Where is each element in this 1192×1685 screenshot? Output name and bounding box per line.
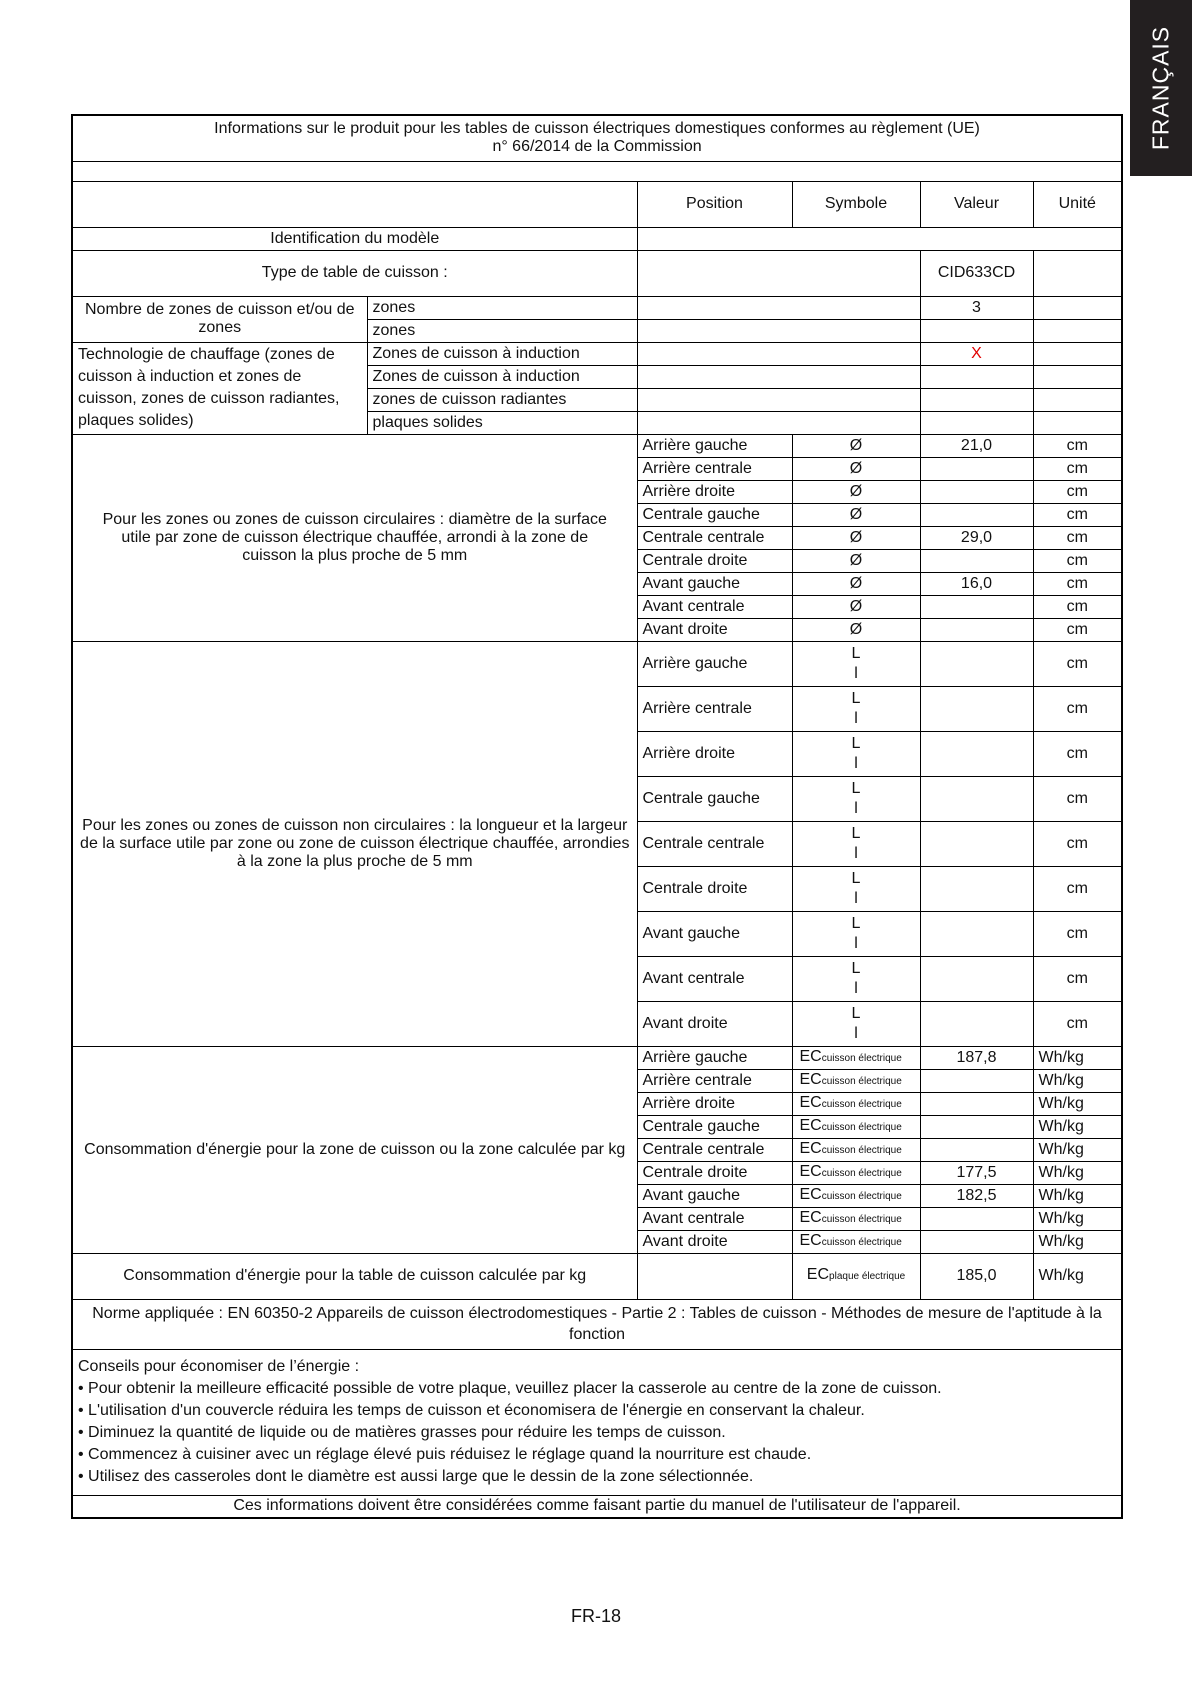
technology-empty [637,342,920,365]
energy-zone-unit: Wh/kg [1033,1230,1122,1253]
energy-zone-symbol [792,1092,920,1115]
energy-zone-label: Consommation d'énergie pour la zone de cuisson ou la zone calculée par kg [72,1046,637,1253]
technology-value [920,411,1033,434]
circular-unit: cm [1033,618,1122,641]
noncircular-value [920,776,1033,821]
energy-zone-symbol [792,1138,920,1161]
technology-empty [637,388,920,411]
energy-zone-symbol [792,1207,920,1230]
technology-unit [1033,342,1122,365]
noncircular-position: Avant droite [637,1001,792,1046]
technology-empty [637,411,920,434]
ec-symbol: EC [799,1231,822,1249]
noncircular-symbol [792,866,920,911]
zones-count-empty [637,319,920,342]
energy-zone-value [920,1115,1033,1138]
page-number: FR-18 [570,1606,621,1626]
length-symbol: L [851,824,861,842]
ec-subscript: cuisson électrique [821,1121,902,1133]
zones-count-unit [1033,296,1122,319]
noncircular-label: Pour les zones ou zones de cuisson non circulaires : la longueur et la largeur de la surface utile par zone ou zone de cuisson électrique chauffée, arrondies à la zone la plus proche de 5 mm [72,641,637,1046]
energy-zone-unit: Wh/kg [1033,1046,1122,1069]
noncircular-unit: cm [1033,911,1122,956]
noncircular-value [920,821,1033,866]
model-id-value [637,227,1122,250]
length-symbol: L [851,779,861,797]
circular-position: Avant gauche [637,572,792,595]
energy-zone-symbol [792,1046,920,1069]
table-row [72,1299,1122,1349]
zones-count-unit [1033,319,1122,342]
noncircular-unit: cm [1033,866,1122,911]
noncircular-position: Arrière centrale [637,686,792,731]
energy-hob-value: 185,0 [920,1253,1033,1299]
norm-applied: Norme appliquée : EN 60350-2 Appareils de cuisson électrodomestiques - Partie 2 : Tables de cuisson - Méthodes de mesure de l'aptitude à la fonction [72,1299,1122,1349]
zones-count-value [920,319,1033,342]
language-label: FRANÇAIS [1147,25,1174,151]
circular-value [920,549,1033,572]
circular-symbol: Ø [792,549,920,572]
zones-count-value: 3 [920,296,1033,319]
length-symbol: L [851,644,861,662]
circular-position: Centrale droite [637,549,792,572]
energy-zone-unit: Wh/kg [1033,1069,1122,1092]
circular-unit: cm [1033,595,1122,618]
noncircular-symbol [792,911,920,956]
ec-symbol: EC [806,1266,830,1283]
energy-hob-unit: Wh/kg [1033,1253,1122,1299]
technology-row: Zones de cuisson à induction [367,342,637,365]
noncircular-value [920,1001,1033,1046]
ec-symbol: EC [799,1185,822,1203]
noncircular-value [920,866,1033,911]
noncircular-symbol [792,821,920,866]
width-symbol: l [854,799,858,817]
circular-symbol: Ø [792,480,920,503]
technology-row: zones de cuisson radiantes [367,388,637,411]
length-symbol: L [851,1004,861,1022]
circular-label: Pour les zones ou zones de cuisson circulaires : diamètre de la surface utile par zone de cuisson électrique chauffée, arrondi à la zone de cuisson la plus proche de 5 mm [72,434,637,641]
circular-symbol: Ø [792,618,920,641]
circular-unit: cm [1033,526,1122,549]
circular-symbol: Ø [792,434,920,457]
circular-unit: cm [1033,572,1122,595]
ec-symbol: EC [799,1116,822,1134]
circular-symbol: Ø [792,457,920,480]
energy-hob-symbol [792,1253,920,1299]
noncircular-unit: cm [1033,821,1122,866]
width-symbol: l [854,889,858,907]
energy-zone-unit: Wh/kg [1033,1092,1122,1115]
circular-symbol: Ø [792,526,920,549]
noncircular-symbol [792,686,920,731]
width-symbol: l [854,934,858,952]
ec-symbol: EC [799,1139,822,1157]
energy-zone-unit: Wh/kg [1033,1161,1122,1184]
table-row [72,641,1122,686]
energy-zone-symbol [792,1161,920,1184]
energy-zone-value: 182,5 [920,1184,1033,1207]
width-symbol: l [854,844,858,862]
length-symbol: L [851,689,861,707]
ec-subscript: cuisson électrique [821,1213,902,1225]
noncircular-symbol [792,956,920,1001]
energy-zone-unit: Wh/kg [1033,1138,1122,1161]
energy-advice [72,1349,1122,1495]
energy-zone-symbol [792,1115,920,1138]
noncircular-unit: cm [1033,956,1122,1001]
energy-zone-position: Centrale centrale [637,1138,792,1161]
table-row [72,1495,1122,1518]
technology-value [920,388,1033,411]
noncircular-position: Avant gauche [637,911,792,956]
length-symbol: L [851,734,861,752]
noncircular-symbol [792,776,920,821]
energy-zone-value [920,1207,1033,1230]
circular-value [920,457,1033,480]
ec-symbol: EC [799,1162,822,1180]
table-row [72,1253,1122,1299]
ec-subscript: cuisson électrique [821,1236,902,1248]
width-symbol: l [854,1024,858,1042]
circular-position: Avant droite [637,618,792,641]
table-row [72,1349,1122,1495]
width-symbol: l [854,664,858,682]
energy-zone-unit: Wh/kg [1033,1184,1122,1207]
type-unit [1033,250,1122,296]
noncircular-value [920,956,1033,1001]
energy-zone-symbol [792,1069,920,1092]
zones-count-row1: zones [367,296,637,319]
ec-symbol: EC [799,1047,822,1065]
ec-subscript: cuisson électrique [821,1075,902,1087]
language-tab [1130,0,1192,176]
ec-subscript: cuisson électrique [821,1167,902,1179]
energy-zone-value: 187,8 [920,1046,1033,1069]
circular-unit: cm [1033,434,1122,457]
energy-zone-position: Centrale droite [637,1161,792,1184]
noncircular-symbol [792,641,920,686]
energy-hob-position [637,1253,792,1299]
ec-subscript: cuisson électrique [821,1052,902,1064]
header-empty [72,181,637,227]
energy-zone-position: Avant gauche [637,1184,792,1207]
width-symbol: l [854,979,858,997]
noncircular-value [920,686,1033,731]
type-empty [637,250,920,296]
product-info-table [71,114,1123,1519]
circular-position: Avant centrale [637,595,792,618]
circular-value [920,480,1033,503]
circular-symbol: Ø [792,595,920,618]
advice-item: • Pour obtenir la meilleure efficacité possible de votre plaque, veuillez placer la casserole au centre de la zone de cuisson. [78,1380,942,1397]
table-row [72,1046,1122,1069]
length-symbol: L [851,914,861,932]
table-title: Informations sur le produit pour les tables de cuisson électriques domestiques conformes au règlement (UE) n° 66/2014 de la Commission [72,115,1122,161]
advice-item: • Commencez à cuisiner avec un réglage élevé puis réduisez le réglage quand la nourriture est chaude. [78,1446,812,1463]
noncircular-position: Avant centrale [637,956,792,1001]
energy-zone-position: Avant droite [637,1230,792,1253]
noncircular-value [920,911,1033,956]
circular-position: Arrière centrale [637,457,792,480]
ec-symbol: EC [799,1070,822,1088]
energy-zone-symbol [792,1184,920,1207]
energy-zone-position: Arrière gauche [637,1046,792,1069]
circular-position: Arrière droite [637,480,792,503]
energy-zone-value [920,1230,1033,1253]
circular-unit: cm [1033,480,1122,503]
type-value: CID633CD [920,250,1033,296]
circular-unit: cm [1033,503,1122,526]
energy-zone-value: 177,5 [920,1161,1033,1184]
advice-item: • Utilisez des casseroles dont le diamètre est aussi large que le dessin de la zone sélectionnée. [78,1468,754,1485]
noncircular-symbol [792,731,920,776]
ec-symbol: EC [799,1208,822,1226]
table-row [72,434,1122,457]
circular-value [920,503,1033,526]
technology-unit [1033,411,1122,434]
noncircular-unit: cm [1033,776,1122,821]
energy-zone-position: Arrière droite [637,1092,792,1115]
header-symbole: Symbole [792,181,920,227]
zones-count-empty [637,296,920,319]
noncircular-position: Centrale gauche [637,776,792,821]
length-symbol: L [851,869,861,887]
technology-empty [637,365,920,388]
energy-zone-value [920,1138,1033,1161]
energy-zone-symbol [792,1230,920,1253]
circular-position: Arrière gauche [637,434,792,457]
circular-value: 29,0 [920,526,1033,549]
circular-unit: cm [1033,457,1122,480]
technology-label: Technologie de chauffage (zones de cuisson à induction et zones de cuisson, zones de cuisson radiantes, plaques solides) [72,342,367,434]
technology-row: Zones de cuisson à induction [367,365,637,388]
energy-hob-label: Consommation d'énergie pour la table de cuisson calculée par kg [72,1253,637,1299]
advice-item: • L'utilisation d'un couvercle réduira les temps de cuisson et économisera de l'énergie en conservant la chaleur. [78,1402,865,1419]
circular-unit: cm [1033,549,1122,572]
advice-item: • Diminuez la quantité de liquide ou de matières grasses pour réduire les temps de cuisson. [78,1424,726,1441]
header-unite: Unité [1033,181,1122,227]
noncircular-unit: cm [1033,641,1122,686]
technology-unit [1033,365,1122,388]
noncircular-position: Arrière droite [637,731,792,776]
header-valeur: Valeur [920,181,1033,227]
circular-position: Centrale gauche [637,503,792,526]
footer-note: Ces informations doivent être considérées comme faisant partie du manuel de l'utilisateur de l'appareil. [72,1495,1122,1518]
ec-symbol: EC [799,1093,822,1111]
model-id-label: Identification du modèle [72,227,637,250]
type-label: Type de table de cuisson : [72,250,637,296]
noncircular-symbol [792,1001,920,1046]
circular-symbol: Ø [792,572,920,595]
technology-value [920,365,1033,388]
width-symbol: l [854,709,858,727]
circular-value: 21,0 [920,434,1033,457]
width-symbol: l [854,754,858,772]
noncircular-position: Arrière gauche [637,641,792,686]
noncircular-position: Centrale droite [637,866,792,911]
spacer-row [72,161,1122,181]
advice-title: Conseils pour économiser de l’énergie : [78,1358,360,1375]
energy-zone-position: Arrière centrale [637,1069,792,1092]
energy-zone-value [920,1092,1033,1115]
energy-zone-unit: Wh/kg [1033,1207,1122,1230]
technology-row: plaques solides [367,411,637,434]
length-symbol: L [851,959,861,977]
noncircular-value [920,731,1033,776]
circular-value: 16,0 [920,572,1033,595]
circular-position: Centrale centrale [637,526,792,549]
ec-subscript: cuisson électrique [821,1098,902,1110]
noncircular-position: Centrale centrale [637,821,792,866]
technology-mark: X [920,342,1033,365]
energy-zone-value [920,1069,1033,1092]
technology-unit [1033,388,1122,411]
noncircular-value [920,641,1033,686]
circular-value [920,595,1033,618]
noncircular-unit: cm [1033,686,1122,731]
energy-zone-position: Centrale gauche [637,1115,792,1138]
noncircular-unit: cm [1033,1001,1122,1046]
zones-count-label: Nombre de zones de cuisson et/ou de zones [72,296,367,342]
zones-count-row2: zones [367,319,637,342]
energy-zone-position: Avant centrale [637,1207,792,1230]
header-position: Position [637,181,792,227]
ec-subscript: cuisson électrique [821,1144,902,1156]
ec-subscript: plaque électrique [829,1271,906,1282]
ec-subscript: cuisson électrique [821,1190,902,1202]
noncircular-unit: cm [1033,731,1122,776]
circular-value [920,618,1033,641]
circular-symbol: Ø [792,503,920,526]
energy-zone-unit: Wh/kg [1033,1115,1122,1138]
